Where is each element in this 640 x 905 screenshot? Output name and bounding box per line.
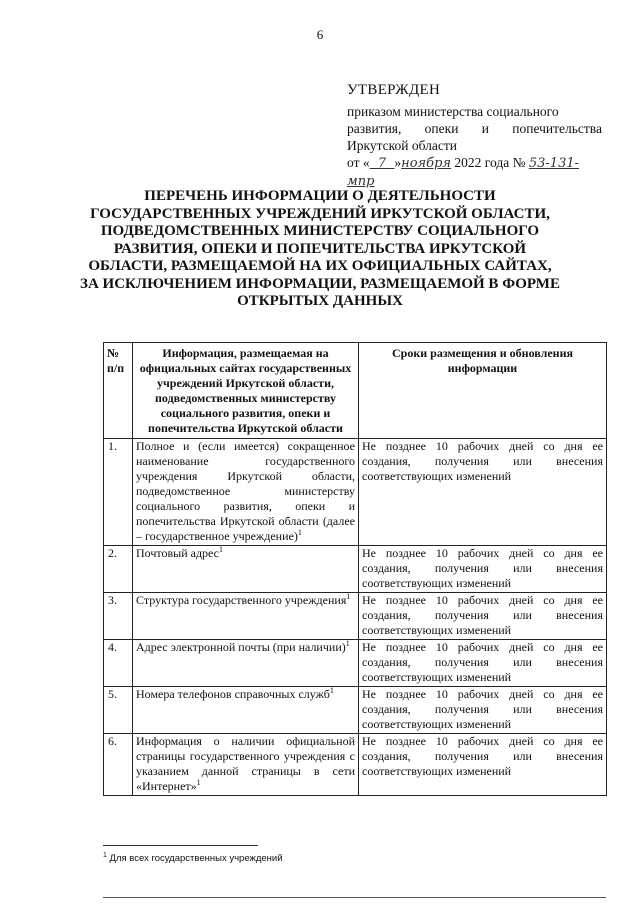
footnote-ref: 1 [196, 778, 201, 787]
row-number: 3. [104, 593, 133, 640]
row-number: 4. [104, 640, 133, 687]
row-terms: Не позднее 10 рабочих дней со дня ее создания, получения или внесения соответствующих изменений [359, 439, 607, 546]
table-row [104, 687, 607, 734]
footnote-ref: 1 [346, 592, 351, 601]
header-num: № п/п [104, 343, 133, 439]
row-info-text: Полное и (если имеется) сокращенное наименование государственного учреждения Иркутской области, подведомственное министерству социального развития, опеки и попечительства Иркутской области (далее – государственное учреждение) [136, 439, 355, 543]
row-number: 1. [104, 439, 133, 546]
info-table [103, 342, 607, 796]
row-info [133, 546, 359, 593]
row-number: 2. [104, 546, 133, 593]
handwritten-month: ноября [401, 156, 452, 171]
footnote-ref: 1 [219, 545, 224, 554]
header-terms: Сроки размещения и обновления информации [359, 343, 607, 439]
approval-line-3: Иркутской области [347, 138, 458, 153]
row-terms: Не позднее 10 рабочих дней со дня ее создания, получения или внесения соответствующих изменений [359, 734, 607, 796]
date-prefix: от « [347, 155, 370, 170]
row-info-text: Почтовый адрес [136, 546, 220, 560]
page-bottom-line [103, 897, 606, 898]
row-terms: Не позднее 10 рабочих дней со дня ее создания, получения или внесения соответствующих изменений [359, 640, 607, 687]
row-info-text: Структура государственного учреждения [136, 593, 347, 607]
footnote-separator [103, 845, 258, 846]
footnote [103, 853, 283, 864]
row-info-text: Информация о наличии официальной страницы государственного учреждения с указанием данной страницы в сети «Интернет» [136, 734, 355, 793]
document-title: ПЕРЕЧЕНЬ ИНФОРМАЦИИ О ДЕЯТЕЛЬНОСТИ ГОСУДАРСТВЕННЫХ УЧРЕЖДЕНИЙ ИРКУТСКОЙ ОБЛАСТИ, ПОДВЕДОМСТВЕННЫХ МИНИСТЕРСТВУ СОЦИАЛЬНОГО РАЗВИТИЯ, ОПЕКИ И ПОПЕЧИТЕЛЬСТВА ИРКУТСКОЙ ОБЛАСТИ, РАЗМЕЩАЕМОЙ НА ИХ ОФИЦИАЛЬНЫХ САЙТАХ, ЗА ИСКЛЮЧЕНИЕМ ИНФОРМАЦИИ, РАЗМЕЩАЕМОЙ В ФОРМЕ ОТКРЫТЫХ ДАННЫХ [80, 188, 560, 309]
header-info: Информация, размещаемая на официальных сайтах государственных учреждений Иркутской области, подведомственных министерству социального развития, опеки и попечительства Иркутской области [133, 343, 359, 439]
row-info-text: Адрес электронной почты (при наличии) [136, 640, 346, 654]
row-terms: Не позднее 10 рабочих дней со дня ее создания, получения или внесения соответствующих изменений [359, 687, 607, 734]
footnote-ref: 1 [329, 686, 334, 695]
row-info [133, 439, 359, 546]
row-info-text: Номера телефонов справочных служб [136, 687, 330, 701]
row-number: 5. [104, 687, 133, 734]
table-row [104, 546, 607, 593]
approval-heading: УТВЕРЖДЕН [347, 82, 441, 98]
row-info [133, 640, 359, 687]
row-number: 6. [104, 734, 133, 796]
year-text: 2022 года № [454, 155, 526, 170]
approval-line-2: развития, опеки и попечительства [347, 121, 602, 136]
table-row [104, 439, 607, 546]
table-header-row [104, 343, 607, 439]
page-number: 6 [316, 27, 324, 42]
row-info [133, 734, 359, 796]
table-row [104, 640, 607, 687]
footnote-ref: 1 [297, 528, 302, 537]
approval-block [347, 82, 602, 190]
date-close: » [394, 155, 402, 170]
footnote-text: Для всех государственных учреждений [109, 853, 283, 864]
row-terms: Не позднее 10 рабочих дней со дня ее создания, получения или внесения соответствующих изменений [359, 593, 607, 640]
handwritten-number: 53-131-мпр [347, 156, 579, 189]
footnote-mark: 1 [103, 851, 107, 859]
table-row [104, 593, 607, 640]
table-row [104, 734, 607, 796]
handwritten-day: 7 [377, 156, 387, 171]
row-terms: Не позднее 10 рабочих дней со дня ее создания, получения или внесения соответствующих изменений [359, 546, 607, 593]
row-info [133, 593, 359, 640]
footnote-ref: 1 [345, 639, 350, 648]
approval-date-line [347, 154, 602, 190]
approval-line-1: приказом министерства социального [347, 104, 559, 119]
row-info [133, 687, 359, 734]
